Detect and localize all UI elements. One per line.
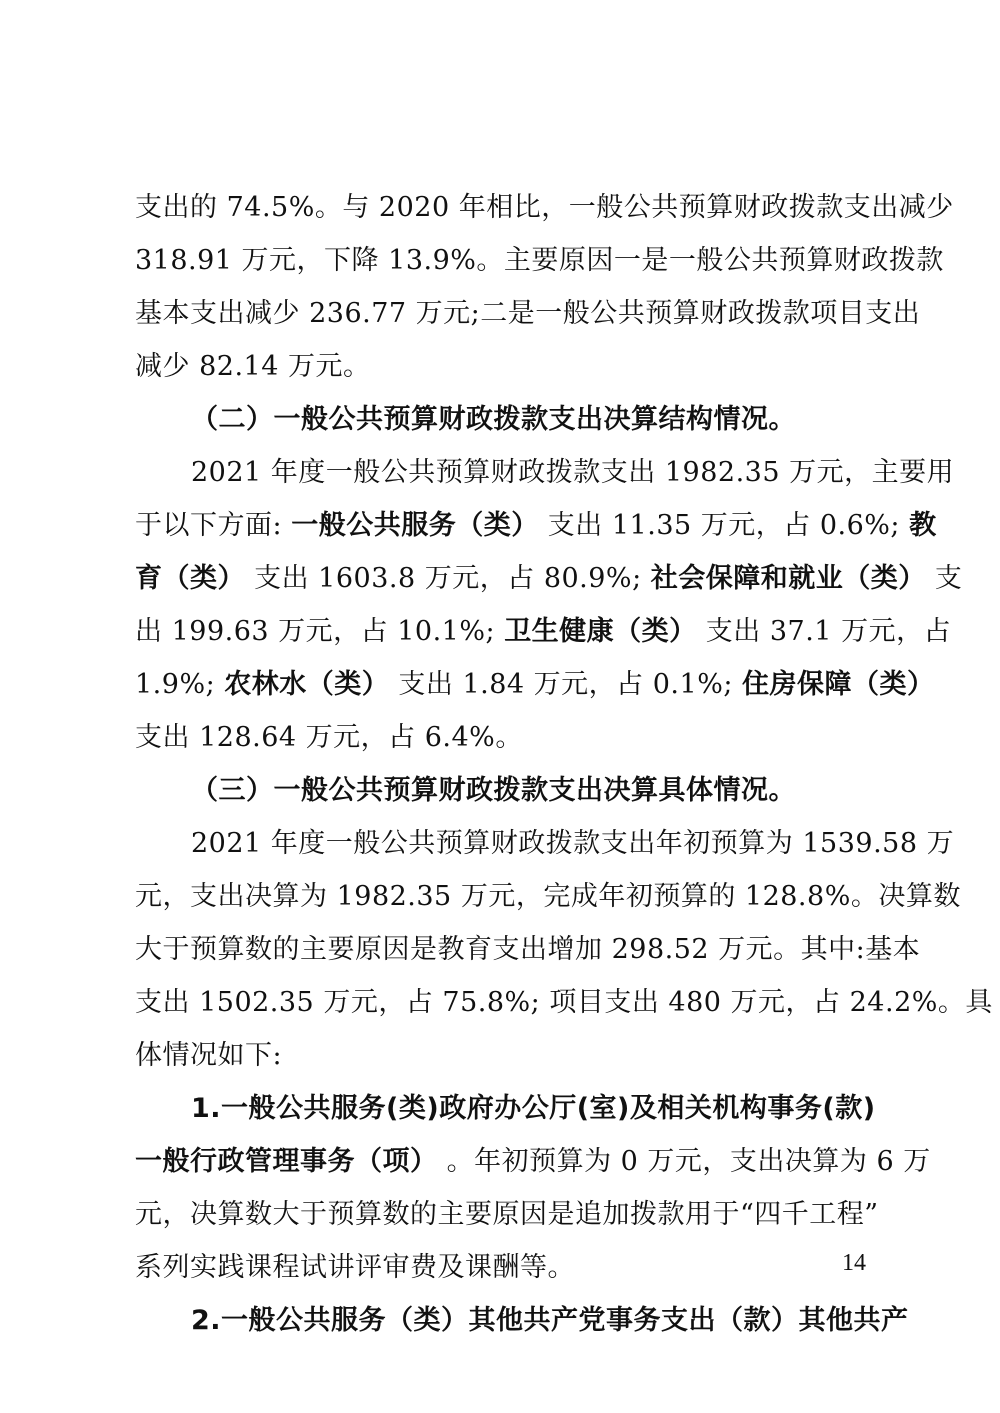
category-label: 一般公共服务（类） <box>291 510 539 541</box>
text-segment: 出 199.63 万元，占 10.1%; <box>135 616 496 647</box>
text-segment: 支出 1.84 万元，占 0.1%; <box>398 669 733 700</box>
text-segment: 支 <box>934 563 963 594</box>
paragraph-line: 基本支出减少 236.77 万元;二是一般公共预算财政拨款项目支出 <box>135 298 921 329</box>
text-segment: 于以下方面: <box>135 510 283 541</box>
paragraph-line: 元，决算数大于预算数的主要原因是追加拨款用于“四千工程” <box>135 1199 879 1230</box>
text-segment: 支出 1603.8 万元，占 80.9%; <box>254 563 642 594</box>
paragraph-line: 318.91 万元，下降 13.9%。主要原因一是一般公共预算财政拨款 <box>135 245 944 276</box>
paragraph-line-mixed <box>135 557 963 601</box>
category-label: 卫生健康（类） <box>504 616 697 647</box>
category-label: 育（类） <box>135 563 245 594</box>
paragraph-line: 支出的 74.5%。与 2020 年相比，一般公共预算财政拨款支出减少 <box>135 192 954 223</box>
text-segment: 。年初预算为 0 万元，支出决算为 6 万 <box>446 1146 931 1177</box>
paragraph-line: 减少 82.14 万元。 <box>135 351 371 382</box>
paragraph-line: 体情况如下: <box>135 1040 283 1071</box>
paragraph-line: 元，支出决算为 1982.35 万元，完成年初预算的 128.8%。决算数 <box>135 881 961 912</box>
paragraph-line-mixed <box>135 1140 931 1184</box>
category-label: 社会保障和就业（类） <box>650 563 926 594</box>
text-segment: 支出 37.1 万元，占 <box>705 616 952 647</box>
paragraph-line: 支出 1502.35 万元，占 75.8%; 项目支出 480 万元，占 24.2%。具 <box>135 987 993 1018</box>
paragraph-line: 系列实践课程试讲评审费及课酬等。 <box>135 1252 575 1283</box>
section-heading-2: （二）一般公共预算财政拨款支出决算结构情况。 <box>191 404 796 435</box>
category-label: 教 <box>909 510 937 541</box>
paragraph-line: 2021 年度一般公共预算财政拨款支出年初预算为 1539.58 万 <box>191 828 955 859</box>
paragraph-line-mixed <box>135 504 937 548</box>
category-label: 住房保障（类） <box>742 669 935 700</box>
page-number: 14 <box>842 1250 866 1276</box>
item-heading-2: 2.一般公共服务（类）其他共产党事务支出（款）其他共产 <box>191 1305 909 1336</box>
paragraph-line: 2021 年度一般公共预算财政拨款支出 1982.35 万元，主要用 <box>191 457 955 488</box>
paragraph-line: 支出 128.64 万元，占 6.4%。 <box>135 722 523 753</box>
category-label: 农林水（类） <box>224 669 390 700</box>
paragraph-line: 大于预算数的主要原因是教育支出增加 298.52 万元。其中:基本 <box>135 934 921 965</box>
text-segment: 支出 11.35 万元，占 0.6%; <box>547 510 901 541</box>
paragraph-line-mixed <box>135 663 935 707</box>
item-title: 一般行政管理事务（项） <box>135 1146 438 1177</box>
paragraph-line-mixed <box>135 610 952 654</box>
section-heading-3: （三）一般公共预算财政拨款支出决算具体情况。 <box>191 775 796 806</box>
item-heading-1: 1.一般公共服务(类)政府办公厅(室)及相关机构事务(款) <box>191 1093 876 1124</box>
text-segment: 1.9%; <box>135 669 216 700</box>
